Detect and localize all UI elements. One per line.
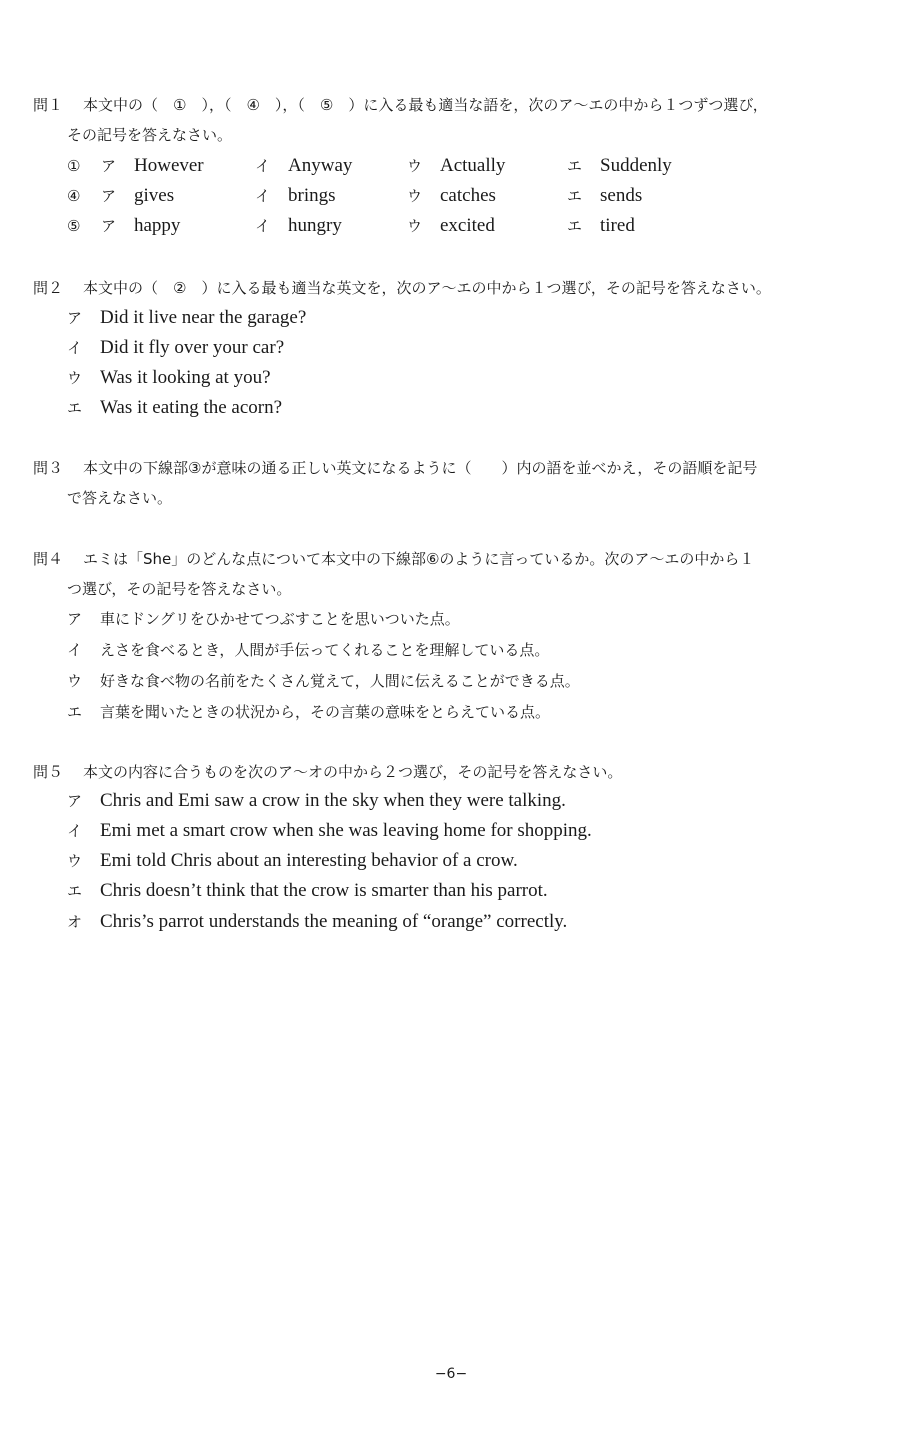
question-4-prompt-cont: つ選び，その記号を答えなさい。 xyxy=(67,580,292,598)
option-label: ウ xyxy=(67,852,83,870)
option-text: 車にドングリをひかせてつぶすことを思いついた点。 xyxy=(100,610,460,628)
question-number: 問１ xyxy=(33,96,64,114)
choice-label: ウ xyxy=(407,157,423,175)
blank-mark: ① xyxy=(67,157,81,175)
blank-mark: ⑤ xyxy=(67,217,81,235)
question-2-prompt xyxy=(33,278,771,298)
option-label: イ xyxy=(67,822,83,840)
option-text: Was it looking at you? xyxy=(100,367,271,388)
blank-mark: ④ xyxy=(67,187,81,205)
option-label: ア xyxy=(67,610,83,628)
option-u xyxy=(67,366,271,390)
choice-label: ウ xyxy=(407,217,423,235)
choice-word: hungry xyxy=(288,215,342,236)
option-label: イ xyxy=(67,339,83,357)
choice-word: brings xyxy=(288,185,336,206)
choice-label: ア xyxy=(101,157,117,175)
choice-label: イ xyxy=(255,187,271,205)
question-text: エミは「She」のどんな点について本文中の下線部⑥のように言っているか。次のア～エの中から１ xyxy=(83,550,755,568)
option-text: 言葉を聞いたときの状況から，その言葉の意味をとらえている点。 xyxy=(100,703,551,721)
choice-word: excited xyxy=(440,215,495,236)
option-label: オ xyxy=(67,913,83,931)
option-text: Was it eating the acorn? xyxy=(100,397,283,418)
choice-label: ア xyxy=(101,217,117,235)
option-label: ア xyxy=(67,309,83,327)
option-i xyxy=(67,336,284,360)
choice-word: Suddenly xyxy=(600,155,672,176)
option-text: えさを食べるとき，人間が手伝ってくれることを理解している点。 xyxy=(100,641,550,659)
choice-label: エ xyxy=(567,157,583,175)
question-text: 本文中の（ ② ）に入る最も適当な英文を，次のア～エの中から１つ選び，その記号を答えなさい。 xyxy=(83,279,771,297)
choice-word: gives xyxy=(134,185,175,206)
choice-word: happy xyxy=(134,215,181,236)
option-label: イ xyxy=(67,641,83,659)
page-number: −6− xyxy=(434,1366,468,1382)
option-u xyxy=(67,669,580,693)
choice-label: ウ xyxy=(407,187,423,205)
question-text: 本文の内容に合うものを次のア～オの中から２つ選び，その記号を答えなさい。 xyxy=(83,763,623,781)
option-a xyxy=(67,306,306,330)
option-e xyxy=(67,396,282,420)
option-label: ア xyxy=(67,792,83,810)
option-text: Chris and Emi saw a crow in the sky when they were talking. xyxy=(100,790,566,811)
choice-word: sends xyxy=(600,185,643,206)
question-3-prompt-cont: で答えなさい。 xyxy=(67,489,173,507)
question-3-prompt xyxy=(33,458,757,478)
question-text: 本文中の（ ① ），（ ④ ），（ ⑤ ）に入る最も適当な語を，次のア～エの中から１つずつ選び， xyxy=(83,96,768,114)
question-text: 本文中の下線部③が意味の通る正しい英文になるように（ ）内の語を並べかえ，その語順を記号 xyxy=(83,459,758,477)
option-text: Chris doesn’t think that the crow is smarter than his parrot. xyxy=(100,880,548,901)
option-text: Emi met a smart crow when she was leaving home for shopping. xyxy=(100,820,592,841)
choice-word: catches xyxy=(440,185,496,206)
question-5-prompt xyxy=(33,762,622,782)
option-label: ウ xyxy=(67,672,83,690)
option-text: 好きな食べ物の名前をたくさん覚えて，人間に伝えることができる点。 xyxy=(100,672,580,690)
question-4-prompt xyxy=(33,549,754,569)
choice-word: tired xyxy=(600,215,635,236)
option-e xyxy=(67,879,548,903)
option-a xyxy=(67,607,460,631)
choice-label: エ xyxy=(567,187,583,205)
question-number: 問４ xyxy=(33,550,64,568)
option-u xyxy=(67,849,518,873)
option-a xyxy=(67,789,566,813)
option-text: Emi told Chris about an interesting behavior of a crow. xyxy=(100,850,518,871)
option-text: Chris’s parrot understands the meaning of “orange” correctly. xyxy=(100,911,568,932)
option-text: Did it fly over your car? xyxy=(100,337,285,358)
choice-word: Anyway xyxy=(288,155,353,176)
choice-word: Actually xyxy=(440,155,506,176)
question-number: 問３ xyxy=(33,459,64,477)
choice-label: エ xyxy=(567,217,583,235)
choice-word: However xyxy=(134,155,204,176)
option-label: ウ xyxy=(67,369,83,387)
question-number: 問５ xyxy=(33,763,64,781)
question-1-prompt-cont: その記号を答えなさい。 xyxy=(67,126,233,144)
option-label: エ xyxy=(67,703,83,721)
choice-label: ア xyxy=(101,187,117,205)
option-label: エ xyxy=(67,399,83,417)
option-o xyxy=(67,910,567,934)
option-e xyxy=(67,700,550,724)
option-label: エ xyxy=(67,882,83,900)
option-i xyxy=(67,638,549,662)
question-number: 問２ xyxy=(33,279,64,297)
choice-label: イ xyxy=(255,217,271,235)
option-text: Did it live near the garage? xyxy=(100,307,307,328)
option-i xyxy=(67,819,592,843)
question-1-prompt xyxy=(33,95,768,115)
choice-label: イ xyxy=(255,157,271,175)
